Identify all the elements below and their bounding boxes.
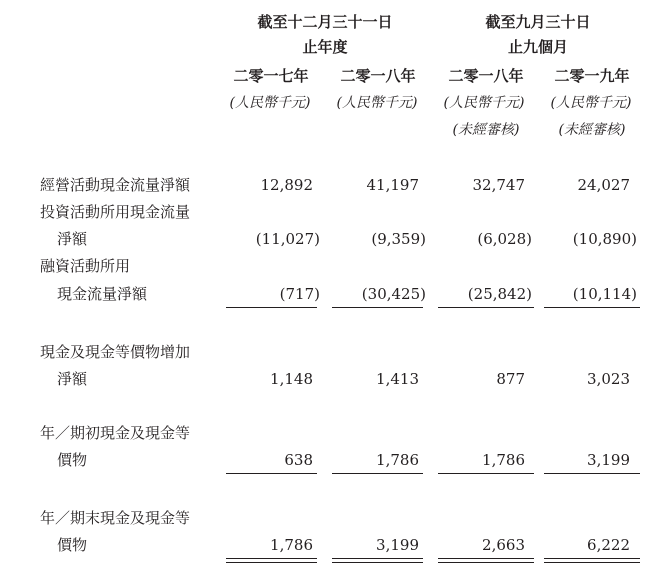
total-rule xyxy=(226,558,317,559)
year-header-2018: 二零一八年 xyxy=(340,67,416,85)
row-label-financing-cash-flow: 融資活動所用 xyxy=(40,257,131,275)
subtotal-rule xyxy=(226,473,317,474)
row-label-investing-cash-flow-cont: 淨額 xyxy=(57,230,88,248)
table-cell: (717) xyxy=(279,285,320,303)
table-cell: 3,199 xyxy=(587,451,630,469)
table-cell: 1,148 xyxy=(270,370,313,388)
table-cell: (10,890) xyxy=(572,230,637,248)
row-label-cash-end: 年／期末現金及現金等 xyxy=(40,509,191,527)
unit-label-2017: (人民幣千元) xyxy=(229,95,311,111)
table-cell: (11,027) xyxy=(255,230,320,248)
unit-label-2018: (人民幣千元) xyxy=(336,95,418,111)
row-label-cash-end-cont: 價物 xyxy=(57,536,88,554)
unit-label-2019-nine-months: (人民幣千元) xyxy=(550,95,632,111)
table-cell: 1,786 xyxy=(482,451,525,469)
total-rule xyxy=(332,558,423,559)
table-cell: (10,114) xyxy=(572,285,637,303)
year-header-2019-nine-months: 二零一九年 xyxy=(554,67,630,85)
unaudited-label-2018: (未經審核) xyxy=(452,122,520,138)
table-cell: (9,359) xyxy=(371,230,426,248)
total-rule xyxy=(438,558,534,559)
year-header-2018-nine-months: 二零一八年 xyxy=(448,67,524,85)
subtotal-rule xyxy=(544,307,640,308)
subtotal-rule xyxy=(438,307,534,308)
period-header-nine-months-ended: 截至九月三十日 xyxy=(485,13,591,31)
table-cell: (6,028) xyxy=(477,230,532,248)
total-rule xyxy=(544,562,640,563)
table-cell: 2,663 xyxy=(482,536,525,554)
subtotal-rule xyxy=(332,473,423,474)
period-header-year: 止年度 xyxy=(302,38,348,56)
table-cell: 877 xyxy=(496,370,525,388)
year-header-2017: 二零一七年 xyxy=(233,67,309,85)
table-cell: 3,023 xyxy=(587,370,630,388)
subtotal-rule xyxy=(544,473,640,474)
total-rule xyxy=(332,562,423,563)
table-cell: 638 xyxy=(284,451,313,469)
total-rule xyxy=(438,562,534,563)
table-cell: 24,027 xyxy=(577,176,630,194)
table-cell: 1,786 xyxy=(270,536,313,554)
table-cell: 12,892 xyxy=(260,176,313,194)
row-label-net-increase-cash: 現金及現金等價物增加 xyxy=(40,343,191,361)
table-cell: 32,747 xyxy=(472,176,525,194)
row-label-investing-cash-flow: 投資活動所用現金流量 xyxy=(40,203,191,221)
total-rule xyxy=(226,562,317,563)
unit-label-2018-nine-months: (人民幣千元) xyxy=(443,95,525,111)
total-rule xyxy=(544,558,640,559)
table-cell: (30,425) xyxy=(361,285,426,303)
period-header-year-ended: 截至十二月三十一日 xyxy=(257,13,393,31)
table-cell: 1,786 xyxy=(376,451,419,469)
period-header-nine-months: 止九個月 xyxy=(507,38,569,56)
table-cell: 6,222 xyxy=(587,536,630,554)
unaudited-label-2019: (未經審核) xyxy=(558,122,626,138)
table-cell: 1,413 xyxy=(376,370,419,388)
row-label-cash-beginning: 年／期初現金及現金等 xyxy=(40,424,191,442)
row-label-operating-cash-flow: 經營活動現金流量淨額 xyxy=(40,176,191,194)
row-label-net-increase-cash-cont: 淨額 xyxy=(57,370,88,388)
subtotal-rule xyxy=(332,307,423,308)
subtotal-rule xyxy=(226,307,317,308)
table-cell: (25,842) xyxy=(467,285,532,303)
table-cell: 3,199 xyxy=(376,536,419,554)
row-label-financing-cash-flow-cont: 現金流量淨額 xyxy=(57,285,148,303)
subtotal-rule xyxy=(438,473,534,474)
row-label-cash-beginning-cont: 價物 xyxy=(57,451,88,469)
table-cell: 41,197 xyxy=(366,176,419,194)
